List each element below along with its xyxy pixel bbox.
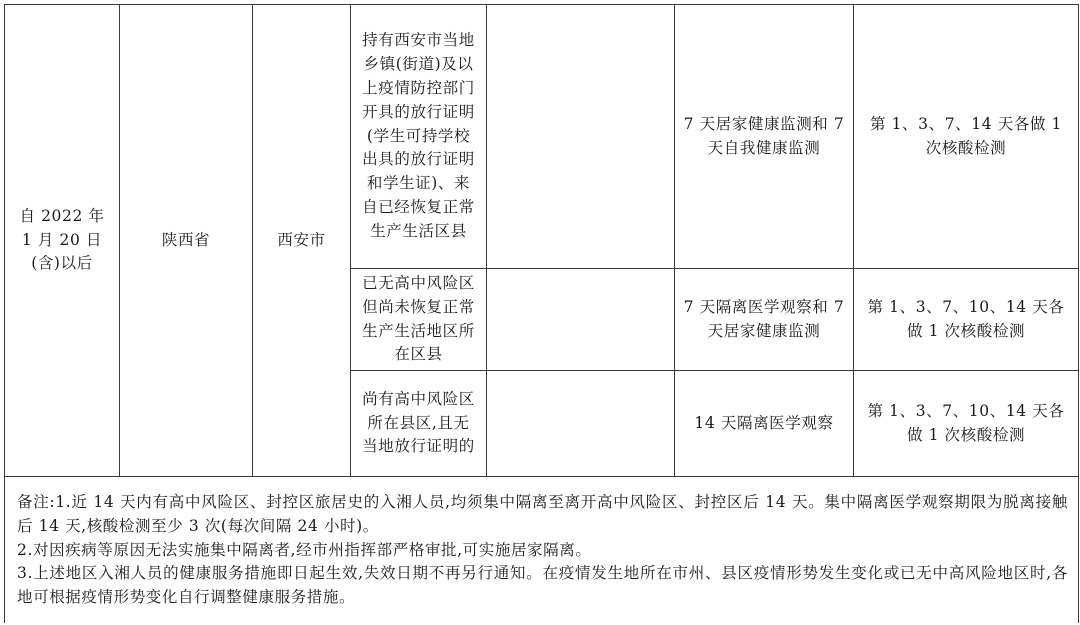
condition-cell	[351, 5, 487, 269]
note-line-3: 3.上述地区入湘人员的健康服务措施即日起生效,失效日期不再另行通知。在疫情发生地所在市州、县区疫情形势发生变化或已无中高风险地区时,各地可根据疫情形势变化自行调整健康服务措施。	[17, 564, 1068, 607]
province-text: 陕西省	[161, 230, 211, 249]
city-text: 西安市	[277, 230, 326, 249]
measure-text: 7 天隔离医学观察和 7 天居家健康监测	[683, 297, 845, 340]
condition-cell	[351, 269, 487, 371]
testing-text: 第 1、3、7、10、14 天各做 1 次核酸检测	[867, 297, 1065, 340]
condition-text: 已无高中风险区但尚未恢复正常生产生活地区所在区县	[362, 273, 475, 364]
condition-cell	[351, 371, 487, 477]
blank-cell	[487, 371, 675, 477]
measure-cell	[675, 371, 854, 477]
blank-cell	[487, 269, 675, 371]
city-cell	[253, 5, 351, 477]
notes-row	[5, 477, 1079, 624]
date-range-cell	[5, 5, 120, 477]
province-cell	[120, 5, 253, 477]
note-line-2: 2.对因疾病等原因无法实施集中隔离者,经市州指挥部严格审批,可实施居家隔离。	[17, 540, 592, 559]
measure-cell	[675, 269, 854, 371]
condition-text: 持有西安市当地乡镇(街道)及以上疫情防控部门开具的放行证明(学生可持学校出具的放行证明和学生证)、来自已经恢复正常生产生活区县	[362, 31, 475, 240]
testing-text: 第 1、3、7、14 天各做 1 次核酸检测	[869, 114, 1063, 157]
measure-text: 14 天隔离医学观察	[694, 413, 834, 432]
testing-cell	[854, 5, 1079, 269]
testing-cell	[854, 371, 1079, 477]
note-line-1: 备注:1.近 14 天内有高中风险区、封控区旅居史的入湘人员,均须集中隔离至离开高中风险区、封控区后 14 天。集中隔离医学观察期限为脱离接触后 14 天,核酸检测至少 3 次(每次间隔 24 小时)。	[17, 493, 1068, 535]
blank-cell	[487, 5, 675, 269]
notes-cell	[5, 477, 1079, 624]
testing-cell	[854, 269, 1079, 371]
condition-text: 尚有高中风险区所在县区,且无当地放行证明的	[362, 389, 475, 456]
health-measures-table	[4, 4, 1079, 623]
measure-text: 7 天居家健康监测和 7 天自我健康监测	[683, 114, 845, 157]
testing-text: 第 1、3、7、10、14 天各做 1 次核酸检测	[867, 401, 1065, 444]
table-row	[5, 5, 1079, 269]
measure-cell	[675, 5, 854, 269]
date-range-text: 自 2022 年 1 月 20 日(含)以后	[19, 206, 105, 273]
